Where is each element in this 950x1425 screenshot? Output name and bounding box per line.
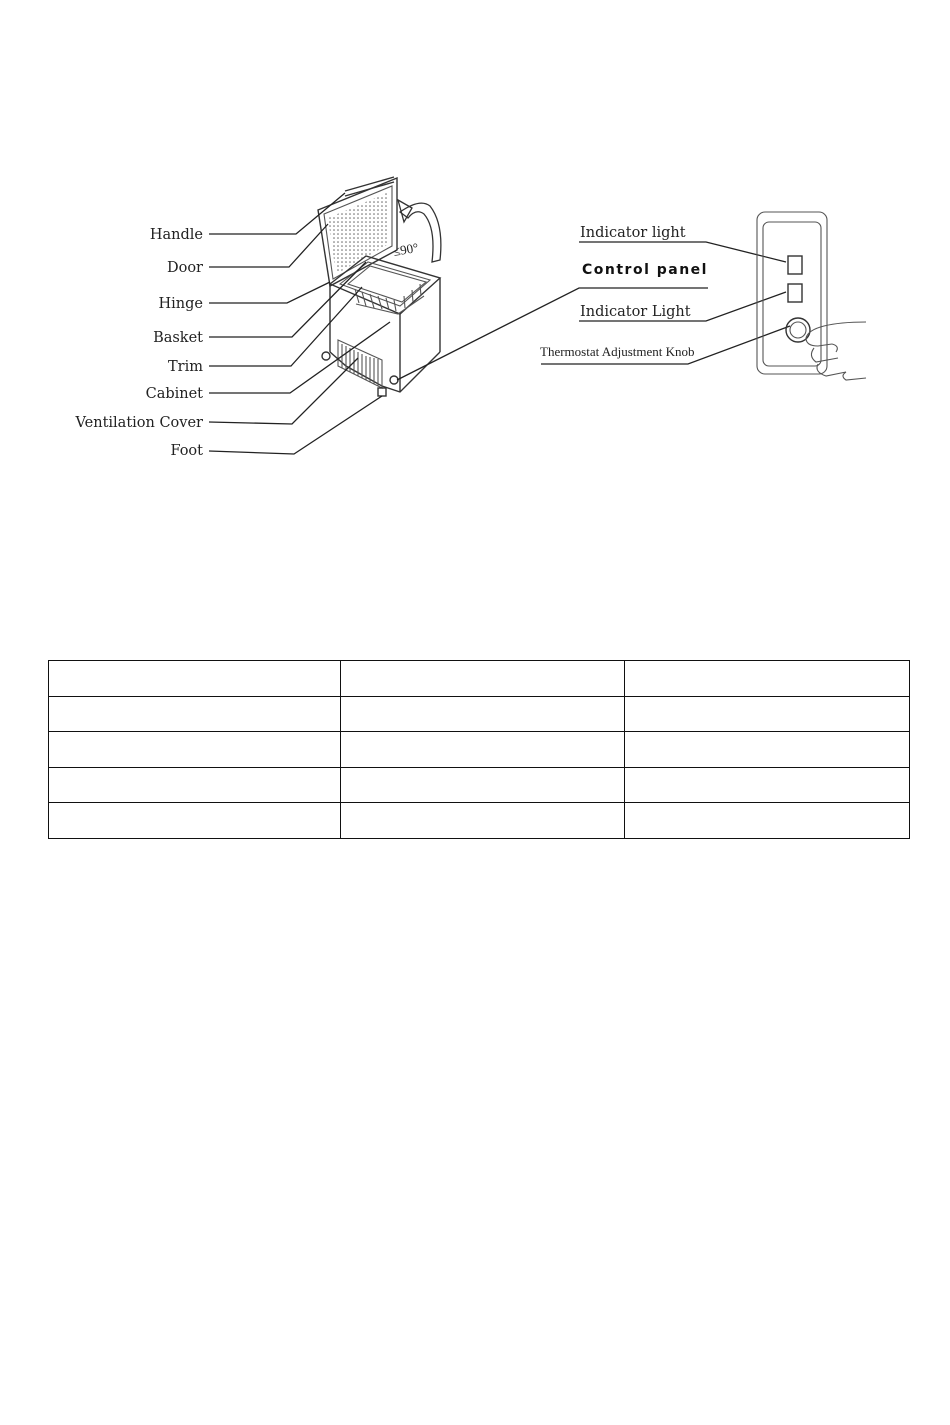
leader-trim <box>209 287 362 366</box>
table-cell <box>49 767 341 803</box>
leader-indicator-light-top <box>579 242 786 262</box>
leader-foot <box>209 396 382 454</box>
table-cell <box>625 696 910 732</box>
table-cell <box>341 661 625 697</box>
table-cell <box>625 767 910 803</box>
table-cell <box>341 803 625 839</box>
table-row <box>49 803 910 839</box>
label-ventilation-cover: Ventilation Cover <box>75 415 203 431</box>
table-row <box>49 696 910 732</box>
label-foot: Foot <box>170 443 203 459</box>
leader-hinge <box>209 282 330 303</box>
table-cell <box>625 803 910 839</box>
label-door: Door <box>166 260 203 276</box>
label-trim: Trim <box>168 359 203 375</box>
indicator-light-top-drawing <box>788 256 802 274</box>
label-thermostat-knob: Thermostat Adjustment Knob <box>540 344 695 359</box>
table-cell <box>49 661 341 697</box>
table-cell <box>341 767 625 803</box>
table-cell <box>49 732 341 768</box>
table-cell <box>341 732 625 768</box>
freezer-cabinet-drawing <box>322 256 440 396</box>
specification-table <box>48 660 910 839</box>
table-cell <box>341 696 625 732</box>
table-cell <box>625 661 910 697</box>
foot-drawing <box>378 388 386 396</box>
right-labels <box>397 225 790 380</box>
leader-ventilation-cover <box>209 358 358 424</box>
leader-door <box>209 224 328 267</box>
opening-angle-label: ≤90° <box>391 239 420 259</box>
label-indicator-light-bottom: Indicator Light <box>580 304 691 320</box>
label-cabinet: Cabinet <box>145 386 203 402</box>
label-basket: Basket <box>153 330 203 346</box>
control-knob-drawing <box>390 376 398 384</box>
hand-drawing <box>806 322 866 380</box>
table-cell <box>625 732 910 768</box>
leader-control-panel <box>397 288 708 380</box>
label-indicator-light-top: Indicator light <box>580 225 686 241</box>
label-hinge: Hinge <box>158 296 203 312</box>
table-row <box>49 732 910 768</box>
table-cell <box>49 803 341 839</box>
indicator-light-bottom-drawing <box>788 284 802 302</box>
freezer-illustration <box>318 177 441 396</box>
table-row <box>49 661 910 697</box>
table-row <box>49 767 910 803</box>
label-control-panel: Control panel <box>582 262 708 278</box>
freezer-diagram <box>0 0 950 520</box>
table-cell <box>49 696 341 732</box>
label-handle: Handle <box>149 227 203 243</box>
